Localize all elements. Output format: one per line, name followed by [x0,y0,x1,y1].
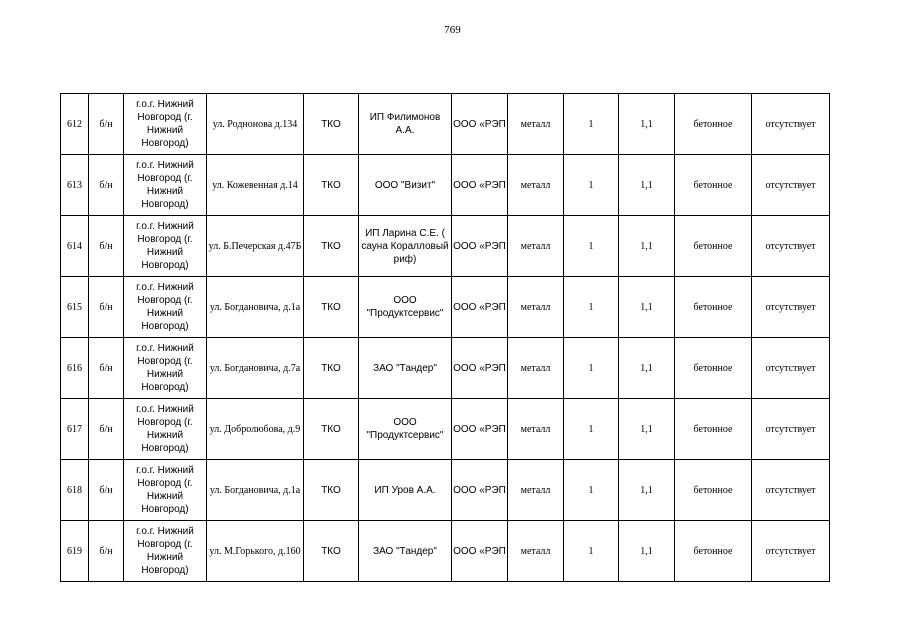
fence-cell: отсутствует [752,521,830,582]
waste-source-cell: ИП Уров А.А. [359,460,452,521]
surface-type-cell: бетонное [675,399,752,460]
container-count-cell: 1 [564,460,619,521]
fence-cell: отсутствует [752,399,830,460]
container-material-cell: металл [508,399,564,460]
container-material-cell: металл [508,216,564,277]
container-volume-cell: 1,1 [619,216,675,277]
row-number-cell: 617 [61,399,89,460]
table-row [61,521,830,582]
fence-cell: отсутствует [752,216,830,277]
waste-type-cell: ТКО [304,216,359,277]
container-material-cell: металл [508,338,564,399]
table-row [61,399,830,460]
waste-source-cell: ЗАО "Тандер" [359,521,452,582]
fence-cell: отсутствует [752,277,830,338]
container-material-cell: металл [508,521,564,582]
house-number-cell: б/н [89,216,124,277]
container-count-cell: 1 [564,338,619,399]
waste-source-cell: ИП Ларина С.Е. ( сауна Коралловый риф) [359,216,452,277]
fence-cell: отсутствует [752,460,830,521]
container-count-cell: 1 [564,521,619,582]
container-count-cell: 1 [564,94,619,155]
container-volume-cell: 1,1 [619,94,675,155]
locality-cell: г.о.г. Нижний Новгород (г. Нижний Новгород) [124,521,207,582]
house-number-cell: б/н [89,399,124,460]
surface-type-cell: бетонное [675,460,752,521]
street-address-cell: ул. Богдановича, д.7а [207,338,304,399]
container-material-cell: металл [508,94,564,155]
locality-cell: г.о.г. Нижний Новгород (г. Нижний Новгород) [124,277,207,338]
street-address-cell: ул. Б.Печерская д.47Б [207,216,304,277]
container-count-cell: 1 [564,155,619,216]
street-address-cell: ул. Богдановича, д.1а [207,277,304,338]
fence-cell: отсутствует [752,338,830,399]
house-number-cell: б/н [89,277,124,338]
row-number-cell: 618 [61,460,89,521]
operator-cell: ООО «РЭП [452,94,508,155]
waste-source-cell: ИП Филимонов А.А. [359,94,452,155]
operator-cell: ООО «РЭП [452,399,508,460]
house-number-cell: б/н [89,521,124,582]
waste-source-cell: ЗАО "Тандер" [359,338,452,399]
locality-cell: г.о.г. Нижний Новгород (г. Нижний Новгород) [124,155,207,216]
waste-source-cell: ООО "Продуктсервис" [359,277,452,338]
container-volume-cell: 1,1 [619,155,675,216]
operator-cell: ООО «РЭП [452,216,508,277]
fence-cell: отсутствует [752,94,830,155]
waste-type-cell: ТКО [304,399,359,460]
container-count-cell: 1 [564,216,619,277]
container-material-cell: металл [508,155,564,216]
waste-type-cell: ТКО [304,155,359,216]
waste-source-cell: ООО "Продуктсервис" [359,399,452,460]
operator-cell: ООО «РЭП [452,521,508,582]
fence-cell: отсутствует [752,155,830,216]
container-material-cell: металл [508,460,564,521]
container-material-cell: металл [508,277,564,338]
surface-type-cell: бетонное [675,94,752,155]
row-number-cell: 613 [61,155,89,216]
row-number-cell: 612 [61,94,89,155]
table-row [61,460,830,521]
row-number-cell: 616 [61,338,89,399]
row-number-cell: 619 [61,521,89,582]
house-number-cell: б/н [89,155,124,216]
container-volume-cell: 1,1 [619,521,675,582]
table-body [61,94,830,582]
operator-cell: ООО «РЭП [452,155,508,216]
locality-cell: г.о.г. Нижний Новгород (г. Нижний Новгород) [124,460,207,521]
locality-cell: г.о.г. Нижний Новгород (г. Нижний Новгород) [124,338,207,399]
operator-cell: ООО «РЭП [452,277,508,338]
operator-cell: ООО «РЭП [452,338,508,399]
street-address-cell: ул. Богдановича, д.1а [207,460,304,521]
container-volume-cell: 1,1 [619,277,675,338]
house-number-cell: б/н [89,338,124,399]
container-count-cell: 1 [564,277,619,338]
waste-type-cell: ТКО [304,338,359,399]
table-row [61,216,830,277]
street-address-cell: ул. Роднонова д.134 [207,94,304,155]
waste-type-cell: ТКО [304,521,359,582]
surface-type-cell: бетонное [675,338,752,399]
street-address-cell: ул. М.Горького, д.160 [207,521,304,582]
registry-table [60,93,830,582]
house-number-cell: б/н [89,94,124,155]
surface-type-cell: бетонное [675,277,752,338]
operator-cell: ООО «РЭП [452,460,508,521]
table-row [61,277,830,338]
page-number: 769 [444,24,461,36]
waste-source-cell: ООО "Визит" [359,155,452,216]
container-volume-cell: 1,1 [619,399,675,460]
house-number-cell: б/н [89,460,124,521]
street-address-cell: ул. Добролюбова, д.9 [207,399,304,460]
locality-cell: г.о.г. Нижний Новгород (г. Нижний Новгород) [124,399,207,460]
container-volume-cell: 1,1 [619,460,675,521]
locality-cell: г.о.г. Нижний Новгород (г. Нижний Новгород) [124,94,207,155]
surface-type-cell: бетонное [675,216,752,277]
street-address-cell: ул. Кожевенная д.14 [207,155,304,216]
table-row [61,155,830,216]
table-row [61,94,830,155]
surface-type-cell: бетонное [675,521,752,582]
row-number-cell: 614 [61,216,89,277]
surface-type-cell: бетонное [675,155,752,216]
container-count-cell: 1 [564,399,619,460]
waste-type-cell: ТКО [304,460,359,521]
waste-type-cell: ТКО [304,277,359,338]
locality-cell: г.о.г. Нижний Новгород (г. Нижний Новгород) [124,216,207,277]
waste-type-cell: ТКО [304,94,359,155]
table-row [61,338,830,399]
row-number-cell: 615 [61,277,89,338]
container-volume-cell: 1,1 [619,338,675,399]
